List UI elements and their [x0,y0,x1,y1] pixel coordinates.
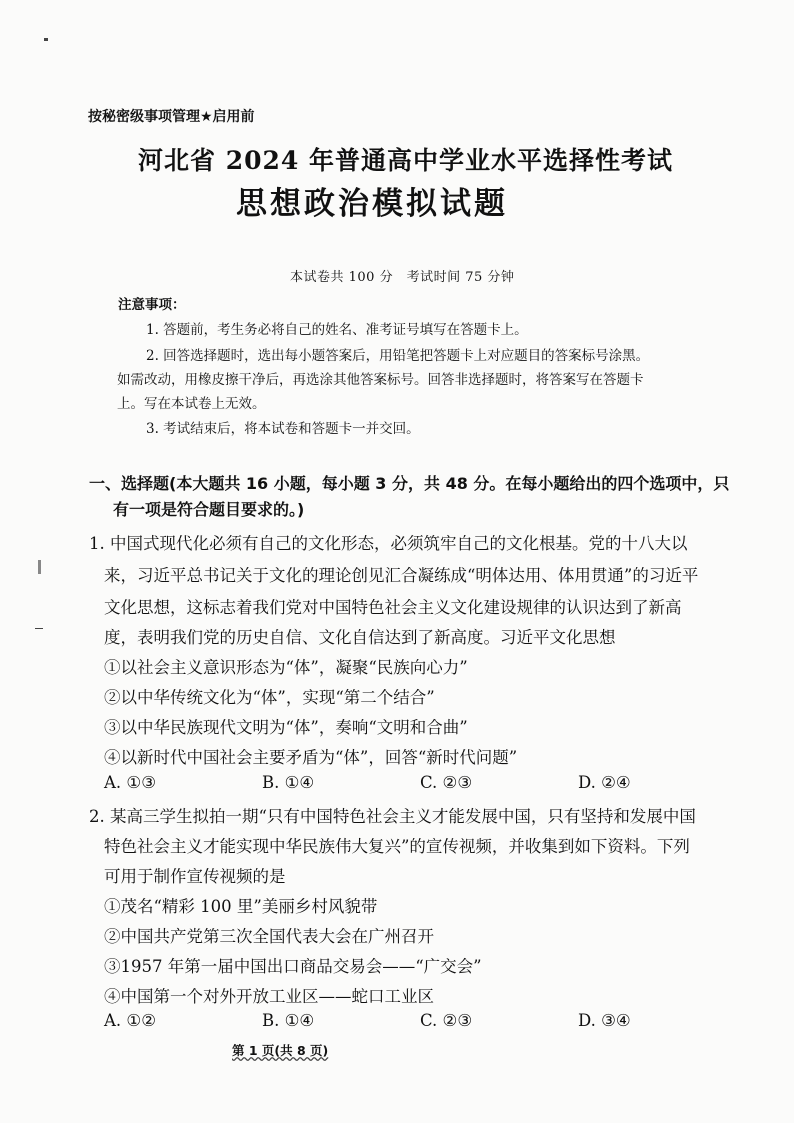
notice-item-3: 3. 考试结束后，将本试卷和答题卡一并交回。 [146,421,420,437]
question-1-option-a[interactable]: A. ①③ [104,773,156,792]
question-2-line: 可用于制作宣传视频的是 [104,867,286,886]
question-1-option-d[interactable]: D. ②④ [578,773,631,792]
notice-heading: 注意事项： [118,297,186,313]
confidentiality-label: 按秘密级事项管理★启用前 [88,109,255,125]
question-1-statement: ④以新时代中国社会主要矛盾为“体”，回答“新时代问题” [104,748,518,767]
scan-mark-top [44,38,48,41]
question-1-line: 来，习近平总书记关于文化的理论创见汇合凝练成“明体达用、体用贯通”的习近平 [104,566,699,585]
question-2-option-b[interactable]: B. ①④ [262,1011,315,1030]
scan-mark-left [35,628,43,629]
notice-item-1: 1. 答题前，考生务必将自己的姓名、准考证号填写在答题卡上。 [146,322,528,338]
notice-item-2-line-2: 如需改动，用橡皮擦干净后，再选涂其他答案标号。回答非选择题时，将答案写在答题卡 [117,372,644,388]
question-1-option-b[interactable]: B. ①④ [262,773,315,792]
section-heading: 一、选择题(本大题共 16 小题，每小题 3 分，共 48 分。在每小题给出的四个选项中，只 [89,474,730,493]
question-2-statement: ②中国共产党第三次全国代表大会在广州召开 [104,927,434,946]
question-2-option-d[interactable]: D. ③④ [578,1011,631,1030]
exam-meta: 本试卷共 100 分 考试时间 75 分钟 [290,270,515,285]
question-1-line: 度，表明我们党的历史自信、文化自信达到了新高度。习近平文化思想 [104,628,616,647]
question-2-statement: ③1957 年第一届中国出口商品交易会——“广交会” [104,957,482,976]
page-number: 第 1 页(共 8 页) [232,1043,329,1058]
scan-mark-hole [38,560,41,574]
question-1-statement: ③以中华民族现代文明为“体”，奏响“文明和合曲” [104,718,468,737]
question-1-line: 文化思想，这标志着我们党对中国特色社会主义文化建设规律的认识达到了新高 [104,598,682,617]
question-2-line: 2. 某高三学生拟拍一期“只有中国特色社会主义才能发展中国，只有坚持和发展中国 [89,807,696,826]
question-1-option-c[interactable]: C. ②③ [420,773,473,792]
question-2-statement: ①茂名“精彩 100 里”美丽乡村风貌带 [104,897,378,916]
question-2-line: 特色社会主义才能实现中华民族伟大复兴”的宣传视频，并收集到如下资料。下列 [104,837,690,856]
question-2-option-a[interactable]: A. ①② [104,1011,156,1030]
notice-item-2-line-3: 上。写在本试卷上无效。 [117,396,266,412]
notice-item-2-line-1: 2. 回答选择题时，选出每小题答案后，用铅笔把答题卡上对应题目的答案标号涂黑。 [146,348,650,364]
question-2-statement: ④中国第一个对外开放工业区——蛇口工业区 [104,987,434,1006]
section-heading-continued: 有一项是符合题目要求的。) [113,500,305,519]
question-1-statement: ①以社会主义意识形态为“体”，凝聚“民族向心力” [104,658,468,677]
question-1-line: 1. 中国式现代化必须有自己的文化形态，必须筑牢自己的文化根基。党的十八大以 [89,534,688,553]
exam-title: 河北省 2024 年普通高中学业水平选择性考试 [138,146,673,175]
question-2-option-c[interactable]: C. ②③ [420,1011,473,1030]
exam-subtitle: 思想政治模拟试题 [236,186,508,222]
question-1-statement: ②以中华传统文化为“体”，实现“第二个结合” [104,688,435,707]
